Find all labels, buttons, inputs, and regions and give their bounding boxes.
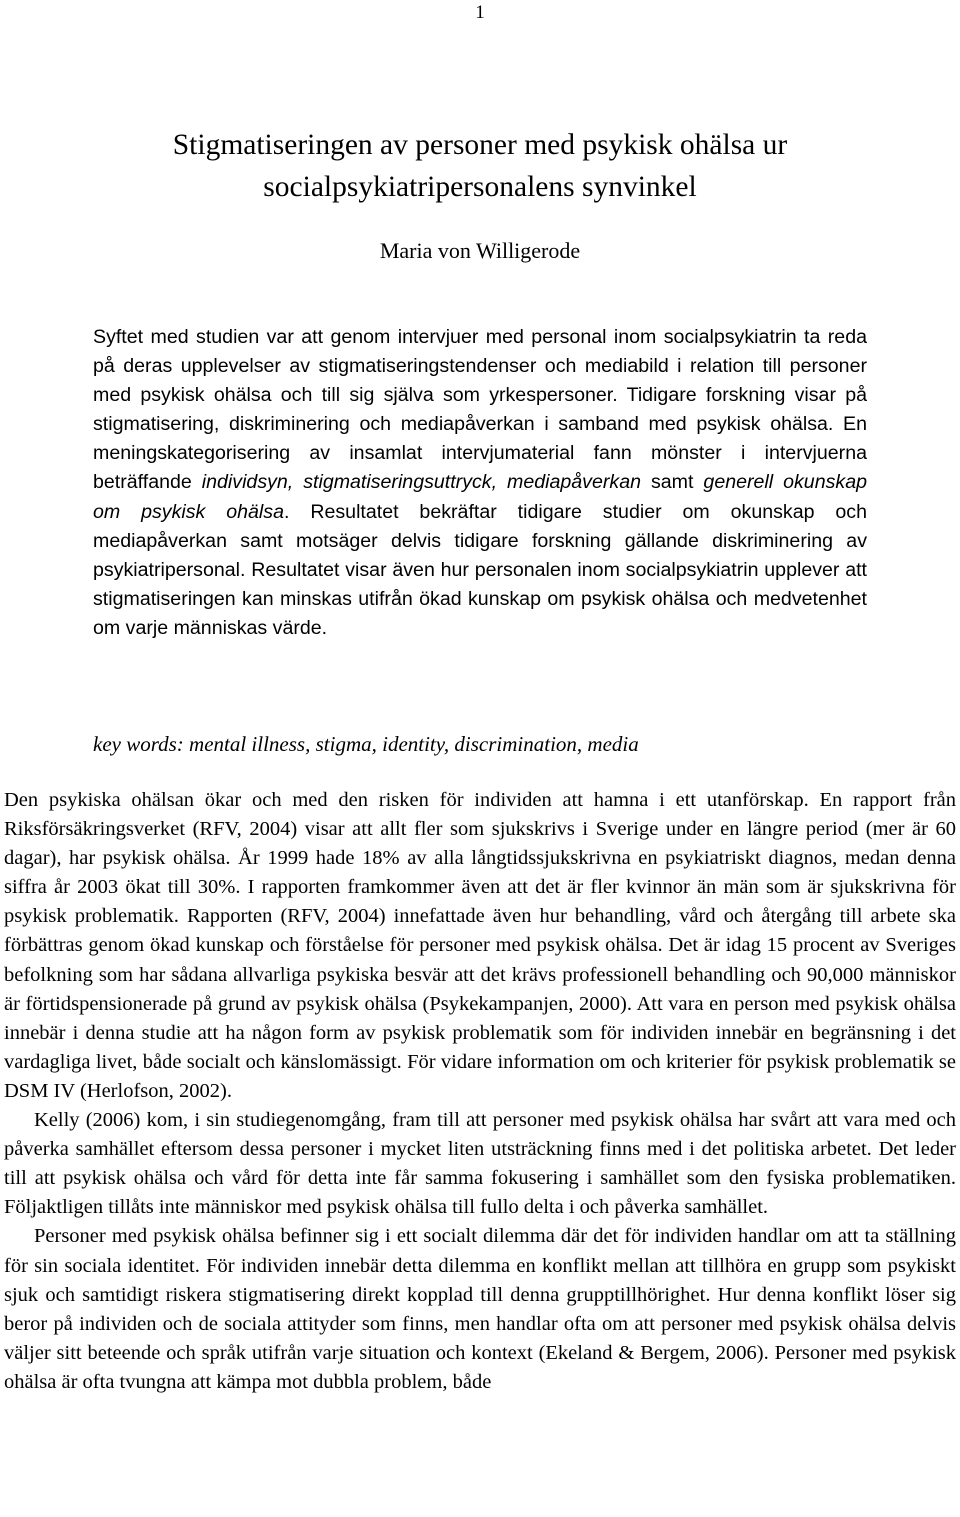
title-line-2: socialpsykiatripersonalens synvinkel [263,171,697,203]
page-number: 1 [475,2,485,23]
author-name: Maria von Willigerode [379,238,581,263]
title-line-1: Stigmatiseringen av personer med psykisk ohälsa ur [172,129,788,161]
abstract-text: Syftet med studien var att genom intervjuer med personal inom socialpsykiatrin ta reda på deras upplevelser av stigmatiseringstendenser och mediabild i relation till personer med psykisk ohälsa och till sig själva som yrkespersoner. Tidigare forskning visar på stigmatisering, diskriminering och mediapåverkan i samband med psykisk ohälsa. En meningskategorisering av insamlat intervjumaterial fann mönster i intervjuerna beträffande [93,326,867,494]
body-paragraph: Personer med psykisk ohälsa befinner sig i ett socialt dilemma där det för individen handlar om att ta ställning för sin sociala identitet. För individen innebär detta dilemma en konflikt mellan att tillhöra en grupp som psykiskt sjuk och samtidigt riskera stigmatisering direkt kopplad till denna grupptillhörighet. Hur denna konflikt löser sig beror på individen och de sociala attityder som finns, men handlar ofta om att personer med psykisk ohälsa delvis väljer sitt beteende och språk utifrån varje situation och kontext (Ekeland & Bergem, 2006). Personer med psykisk ohälsa är ofta tvungna att kämpa mot dubbla problem, både [4,1225,956,1393]
abstract-text: samt [641,471,704,494]
abstract-text: . Resultatet bekräftar tidigare studier om okunskap och mediapåverkan samt motsäger delvis tidigare forskning gällande diskriminering av psykiatripersonal. Resultatet visar även hur personalen inom socialpsykiatrin upplever att stigmatiseringen kan minskas utifrån ökad kunskap om psykisk ohälsa och medvetenhet om varje människas värde. [93,500,867,639]
page-title [0,124,960,208]
body-paragraph: Den psykiska ohälsan ökar och med den risken för individen att hamna i ett utanförskap. En rapport från Riksförsäkringsverket (RFV, 2004) visar att allt fler som sjukskrivs i Sverige under en längre period (mer är 60 dagar), har psykisk ohälsa. År 1999 hade 18% av alla långtidssjukskrivna en psykiatriskt diagnos, medan denna siffra år 2003 ökat till 30%. I rapporten framkommer även att det är fler kvinnor än män som är sjukskrivna för psykisk problematik. Rapporten (RFV, 2004) innefattade även hur behandling, vård och återgång till arbete ska förbättras genom ökad kunskap och förståelse för personer med psykisk ohälsa. Det är idag 15 procent av Sveriges befolkning som har sådana allvarliga psykiska besvär att det krävs professionell behandling och 90,000 människor är förtidspensionerade på grund av psykisk ohälsa (Psykekampanjen, 2000). Att vara en person med psykisk ohälsa innebär i denna studie att ha någon form av psykisk problematik som för individen innebär en begränsning i det vardagliga livet, både socialt och känslomässigt. För vidare information om och kriterier för psykisk problematik se DSM IV (Herlofson, 2002). [4,789,956,1102]
body-text [4,786,956,1397]
abstract [93,323,867,643]
abstract-italic-terms: individsyn, stigmatiseringsuttryck, mediapåverkan [201,471,641,494]
body-paragraph: Kelly (2006) kom, i sin studiegenomgång, fram till att personer med psykisk ohälsa har svårt att vara med och påverka samhället eftersom dessa personer i mycket liten utsträckning finns med i det politiska arbetet. Det leder till att psykisk ohälsa och vård för detta inte får samma fokusering i samhället som den fysiska problematiken. Följaktligen tillåts inte människor med psykisk ohälsa till fullo delta i och påverka samhället. [4,1109,956,1219]
keywords: key words: mental illness, stigma, identity, discrimination, media [93,732,639,756]
abstract-italic-terms: generell okunskap om psykisk ohälsa [93,471,867,523]
